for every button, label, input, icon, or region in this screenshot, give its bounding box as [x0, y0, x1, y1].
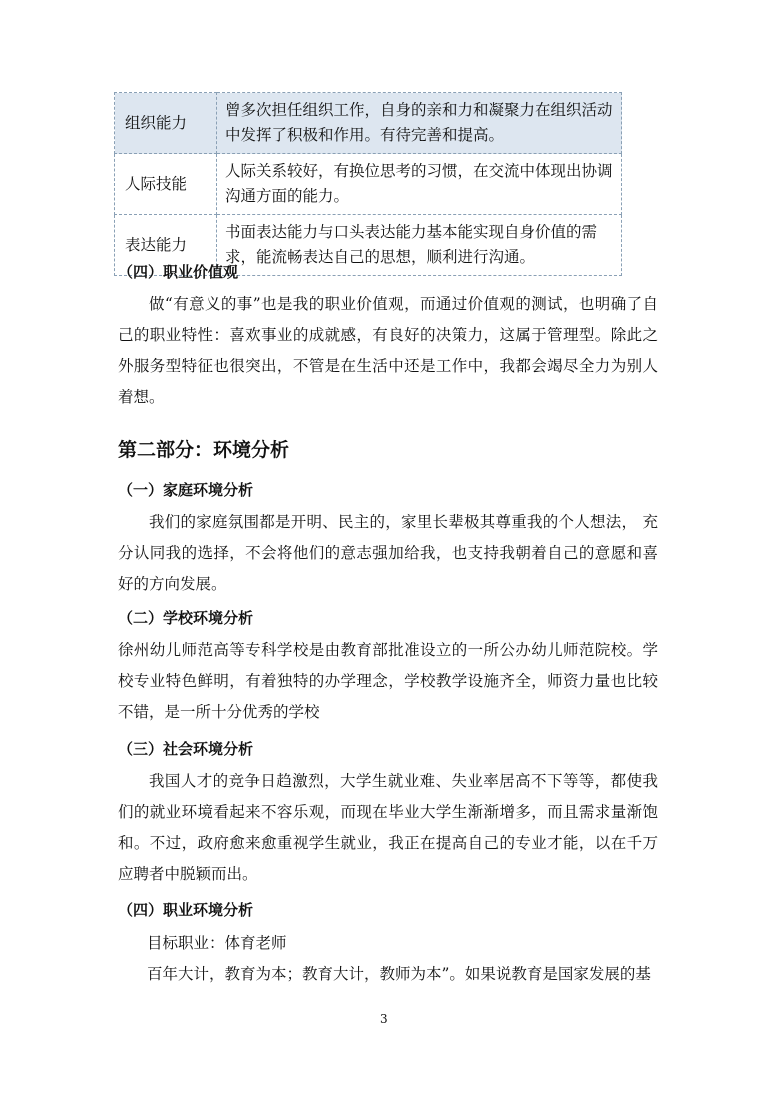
- skill-label: 人际技能: [115, 154, 217, 215]
- skill-label: 表达能力: [115, 215, 217, 276]
- section-heading-values: （四）职业价值观: [118, 263, 239, 281]
- part-two-title: 第二部分：环境分析: [118, 439, 290, 461]
- career-target: 目标职业：体育老师: [147, 934, 287, 952]
- skill-description: 人际关系较好，有换位思考的习惯，在交流中体现出协调沟通方面的能力。: [217, 154, 622, 215]
- skill-description: 书面表达能力与口头表达能力基本能实现自身价值的需求，能流畅表达自己的思想，顺利进行沟通。: [217, 215, 622, 276]
- skill-label: 组织能力: [115, 93, 217, 154]
- section-heading-society: （三）社会环境分析: [118, 740, 254, 758]
- table-row: [115, 154, 622, 215]
- society-paragraph: 我国人才的竞争日趋激烈，大学生就业难、失业率居高不下等等，都使我们的就业环境看起来不容乐观，而现在毕业大学生渐渐增多，而且需求量渐饱和。不过，政府愈来愈重视学生就业，我正在提高自己的专业才能，以在千万应聘者中脱颖而出。: [118, 772, 658, 883]
- career-paragraph: 百年大计，教育为本；教育大计，教师为本”。如果说教育是国家发展的基: [147, 965, 651, 983]
- table-row: [115, 93, 622, 154]
- values-paragraph: 做“有意义的事”也是我的职业价值观，而通过价值观的测试，也明确了自己的职业特性：喜欢事业的成就感，有良好的决策力，这属于管理型。除此之外服务型特征也很突出，不管是在生活中还是工作中，我都会竭尽全力为别人着想。: [118, 295, 658, 406]
- skill-description: 曾多次担任组织工作，自身的亲和力和凝聚力在组织活动中发挥了积极和作用。有待完善和提高。: [217, 93, 622, 154]
- page-number: 3: [380, 1012, 388, 1026]
- skills-table: [114, 92, 622, 276]
- school-paragraph: 徐州幼儿师范高等专科学校是由教育部批准设立的一所公办幼儿师范院校。学校专业特色鲜明，有着独特的办学理念，学校教学设施齐全，师资力量也比较不错，是一所十分优秀的学校: [118, 641, 658, 721]
- section-heading-career: （四）职业环境分析: [118, 901, 254, 919]
- section-heading-school: （二）学校环境分析: [118, 609, 254, 627]
- family-paragraph: 我们的家庭氛围都是开明、民主的，家里长辈极其尊重我的个人想法， 充分认同我的选择，不会将他们的意志强加给我，也支持我朝着自己的意愿和喜好的方向发展。: [118, 513, 658, 593]
- section-heading-family: （一）家庭环境分析: [118, 481, 254, 499]
